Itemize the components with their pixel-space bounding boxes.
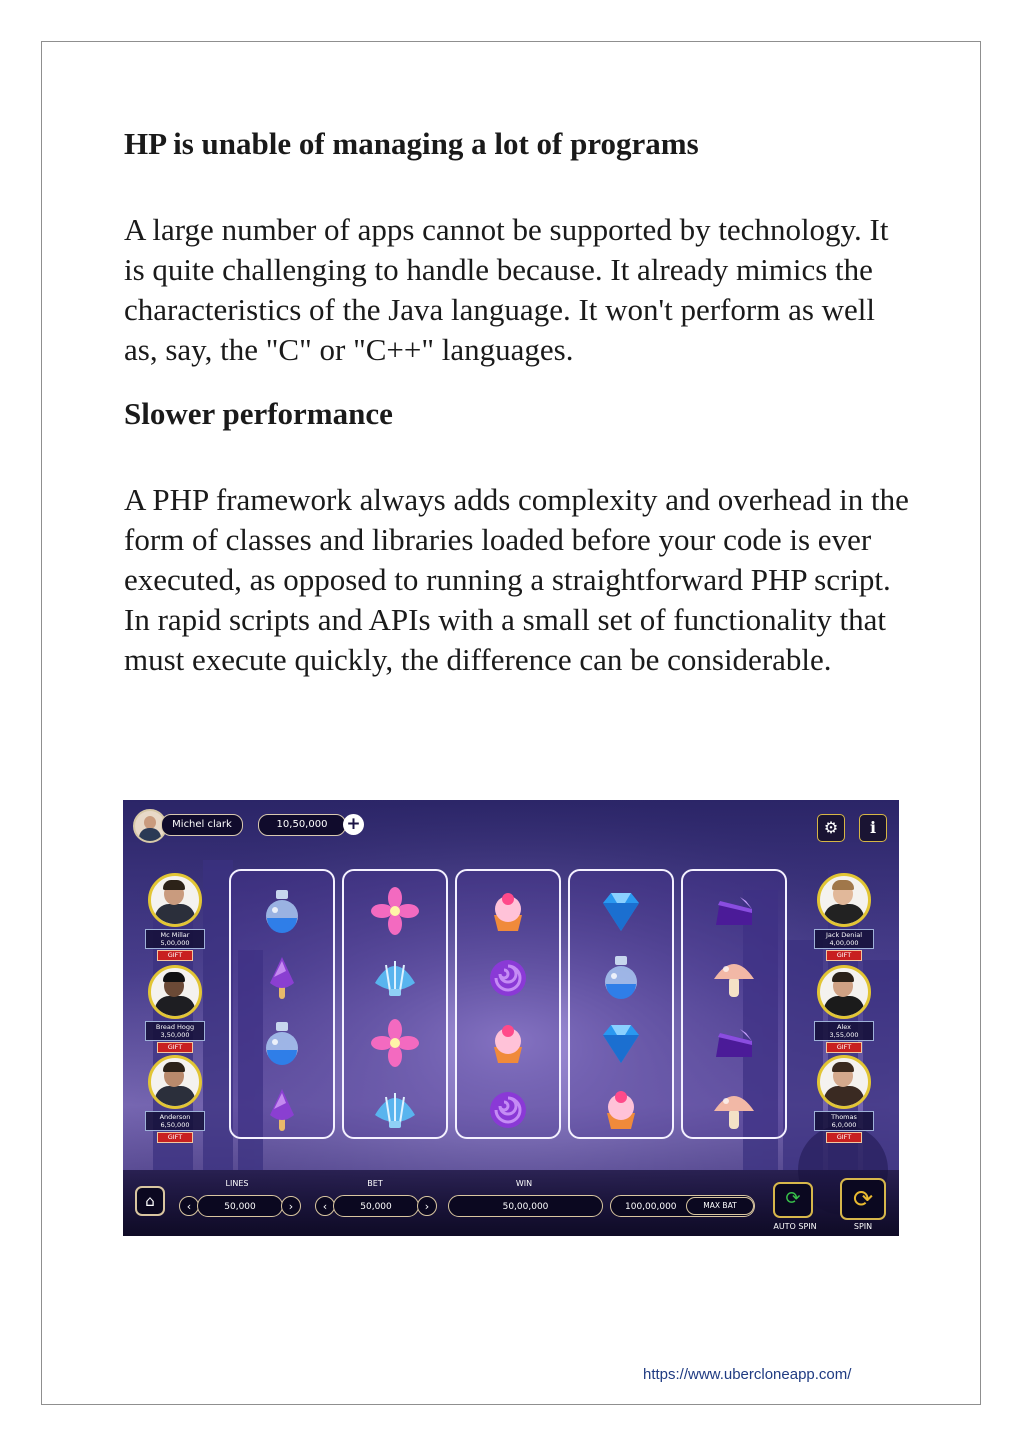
cake-icon — [710, 887, 758, 935]
gift-button[interactable]: GIFT — [826, 1132, 862, 1143]
refresh-icon: ⟳ — [785, 1188, 801, 1209]
plus-icon[interactable]: + — [343, 814, 364, 835]
player-name: Bread Hogg — [155, 1023, 195, 1031]
balance-display: 10,50,000 — [258, 814, 346, 836]
player-name-amount — [145, 1111, 205, 1131]
player-amount: 4,00,000 — [829, 939, 859, 947]
bet-value: 50,000 — [333, 1195, 419, 1217]
shell-icon — [371, 1085, 419, 1133]
mushroom-icon — [710, 953, 758, 1001]
info-icon[interactable]: i — [859, 814, 887, 842]
auto-spin-label: AUTO SPIN — [773, 1222, 817, 1231]
user-name: Michel clark — [161, 814, 243, 836]
snail-icon — [484, 1085, 532, 1133]
player-card[interactable] — [140, 1055, 210, 1143]
snail-icon — [484, 953, 532, 1001]
spin-icon: ⟳ — [852, 1185, 874, 1213]
auto-spin-button[interactable] — [773, 1182, 813, 1218]
footer-url[interactable]: https://www.ubercloneapp.com/ — [643, 1366, 852, 1383]
reel-column — [681, 869, 787, 1139]
reel-column — [568, 869, 674, 1139]
bet-decrease-button[interactable]: ‹ — [315, 1196, 335, 1216]
potion-icon — [258, 887, 306, 935]
paragraph-apps: A large number of apps cannot be supported by technology. It is quite challenging to handle because. It already mimics the characteristics of the Java language. It won't perform as well as, say, the "C" or "C++" languages. — [124, 212, 889, 367]
gift-button[interactable]: GIFT — [157, 950, 193, 961]
player-amount: 3,50,000 — [160, 1031, 190, 1039]
bet-increase-button[interactable]: › — [417, 1196, 437, 1216]
flower-icon — [371, 1019, 419, 1067]
lines-decrease-button[interactable]: ‹ — [179, 1196, 199, 1216]
popsicle-icon — [258, 953, 306, 1001]
reel-column — [342, 869, 448, 1139]
gear-icon[interactable]: ⚙ — [817, 814, 845, 842]
gift-button[interactable]: GIFT — [157, 1042, 193, 1053]
win-value: 50,00,000 — [448, 1195, 603, 1217]
max-bet-button[interactable]: MAX BAT — [686, 1197, 754, 1215]
player-avatar — [817, 1055, 871, 1109]
player-amount: 6,50,000 — [160, 1121, 190, 1129]
cupcake-icon — [597, 1085, 645, 1133]
player-name: Anderson — [159, 1113, 191, 1121]
lines-increase-button[interactable]: › — [281, 1196, 301, 1216]
gift-button[interactable]: GIFT — [157, 1132, 193, 1143]
total-value: 100,00,000 — [610, 1195, 755, 1217]
potion-icon — [258, 1019, 306, 1067]
player-amount: 6,0,000 — [831, 1121, 857, 1129]
cake-icon — [710, 1019, 758, 1067]
popsicle-icon — [258, 1085, 306, 1133]
spin-label: SPIN — [853, 1222, 873, 1231]
diamond-icon — [597, 887, 645, 935]
gift-button[interactable]: GIFT — [826, 950, 862, 961]
paragraph-php-framework: A PHP framework always adds complexity and overhead in the form of classes and libraries loaded before your code is ever executed, as opposed to running a straightforward PHP script. In rapid scripts and APIs with a small set of functionality that must execute quickly, the difference can be considerable. — [124, 482, 909, 677]
cupcake-icon — [484, 887, 532, 935]
player-name-amount — [814, 929, 874, 949]
heading-hp-programs: HP is unable of managing a lot of programs — [124, 126, 699, 161]
player-card[interactable] — [140, 965, 210, 1053]
player-name: Jack Denial — [825, 931, 863, 939]
reel-column — [229, 869, 335, 1139]
player-name-amount — [814, 1021, 874, 1041]
top-bar — [123, 800, 899, 850]
spin-button[interactable] — [840, 1178, 886, 1220]
player-name-amount — [145, 1021, 205, 1041]
player-name-amount — [814, 1111, 874, 1131]
potion-icon — [597, 953, 645, 1001]
gift-button[interactable]: GIFT — [826, 1042, 862, 1053]
player-avatar — [817, 965, 871, 1019]
reel-column — [455, 869, 561, 1139]
lines-value: 50,000 — [197, 1195, 283, 1217]
bet-label: BET — [367, 1179, 383, 1188]
player-name: Thomas — [831, 1113, 857, 1121]
player-avatar — [148, 1055, 202, 1109]
flower-icon — [371, 887, 419, 935]
player-card[interactable] — [809, 1055, 879, 1143]
shell-icon — [371, 953, 419, 1001]
mushroom-icon — [710, 1085, 758, 1133]
win-label: WIN — [515, 1179, 533, 1188]
player-card[interactable] — [809, 873, 879, 961]
player-card[interactable] — [809, 965, 879, 1053]
player-amount: 5,00,000 — [160, 939, 190, 947]
player-avatar — [817, 873, 871, 927]
diamond-icon — [597, 1019, 645, 1067]
player-name: Alex — [837, 1023, 851, 1031]
slot-game-screenshot — [123, 800, 899, 1236]
heading-slower-performance: Slower performance — [124, 396, 393, 431]
player-card[interactable] — [140, 873, 210, 961]
player-name: Mc Millar — [160, 931, 190, 939]
player-name-amount — [145, 929, 205, 949]
document-body — [124, 120, 914, 680]
home-icon[interactable]: ⌂ — [135, 1186, 165, 1216]
player-avatar — [148, 965, 202, 1019]
lines-label: LINES — [225, 1179, 249, 1188]
player-amount: 3,55,000 — [829, 1031, 859, 1039]
cupcake-icon — [484, 1019, 532, 1067]
control-bar — [123, 1170, 899, 1236]
player-avatar — [148, 873, 202, 927]
